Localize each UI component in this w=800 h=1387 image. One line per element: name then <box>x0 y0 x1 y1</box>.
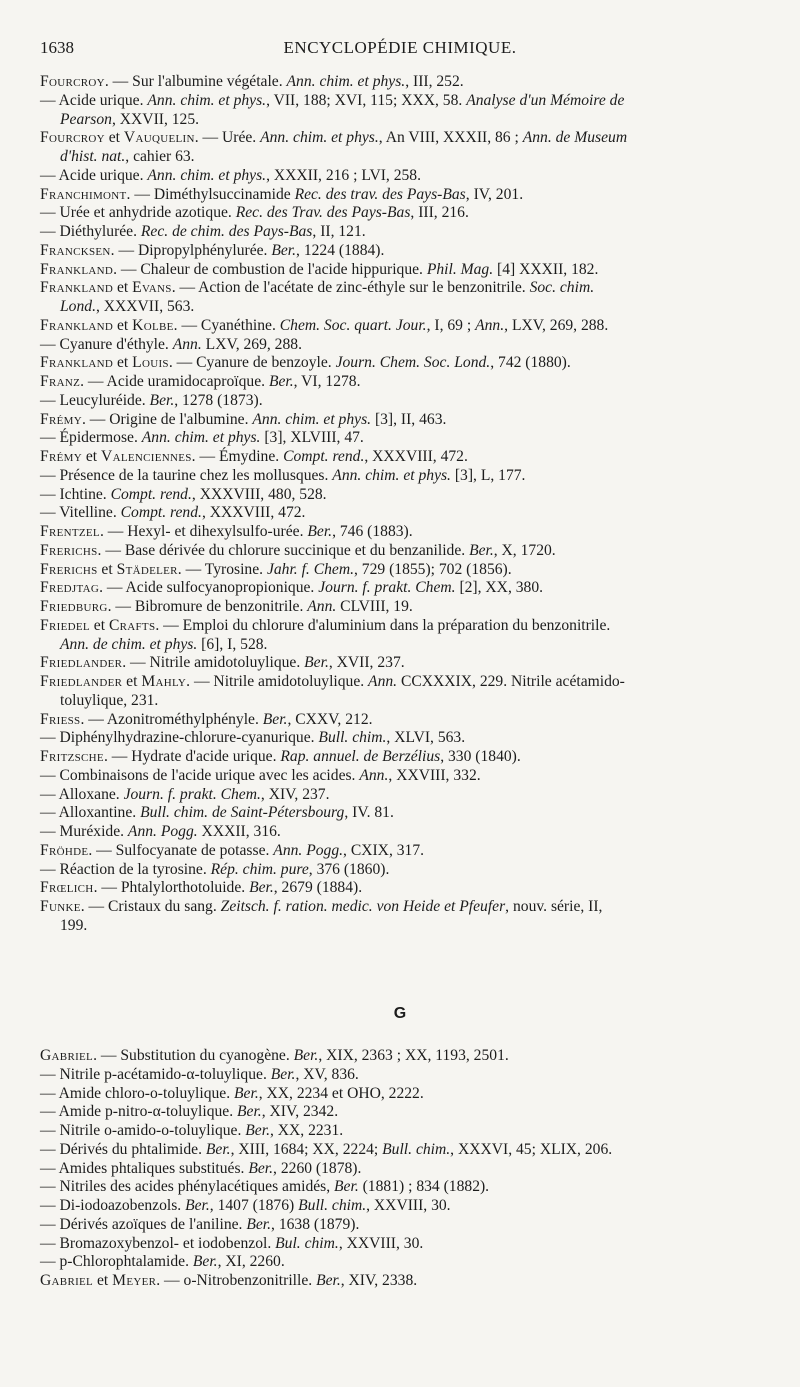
bibliography-entry <box>40 223 762 242</box>
bibliography-entry <box>40 373 762 392</box>
bibliography-entry <box>40 261 762 280</box>
bibliography-entry <box>40 767 762 786</box>
bibliography-entry <box>40 579 762 598</box>
entry-line: — Épidermose. Ann. chim. et phys. [3], XLVIII, 47. <box>40 429 364 447</box>
bibliography-entry <box>40 242 762 261</box>
bibliography-entry <box>40 786 762 805</box>
entry-line: — p-Chlorophtalamide. Ber., XI, 2260. <box>40 1253 285 1271</box>
entry-line: — Dérivés azoïques de l'aniline. Ber., 1638 (1879). <box>40 1215 360 1233</box>
entry-line: Fredjtag. — Acide sulfocyanopropionique. Journ. f. prakt. Chem. [2], XX, 380. <box>40 579 544 597</box>
bibliography-entry <box>40 654 762 673</box>
bibliography-entry <box>40 186 762 205</box>
entry-line: Frankland et Louis. — Cyanure de benzoyle. Journ. Chem. Soc. Lond., 742 (1880). <box>40 354 571 372</box>
entry-line: — Di-iodoazobenzols. Ber., 1407 (1876) Bull. chim., XXVIII, 30. <box>40 1197 451 1214</box>
entry-line: — Bromazoxybenzol- et iodobenzol. Bul. chim., XXVIII, 30. <box>40 1234 424 1252</box>
entry-line: Frankland et Kolbe. — Cyanéthine. Chem. Soc. quart. Jour., I, 69 ; Ann., LXV, 269, 288. <box>40 316 609 334</box>
bibliography-entry <box>40 1066 762 1085</box>
entry-line: Gabriel et Meyer. — o-Nitrobenzonitrille. Ber., XIV, 2338. <box>40 1272 418 1289</box>
entry-line: — Alloxane. Journ. f. prakt. Chem., XIV, 237. <box>40 785 330 803</box>
section-f-entries <box>40 73 762 936</box>
bibliography-entry <box>40 1141 762 1160</box>
bibliography-entry <box>40 1047 762 1066</box>
running-title: ENCYCLOPÉDIE CHIMIQUE. <box>283 38 517 57</box>
bibliography-entry <box>40 204 762 223</box>
bibliography-entry <box>40 1085 762 1104</box>
entry-line: — Muréxide. Ann. Pogg. XXXII, 316. <box>40 823 281 840</box>
bibliography-entry <box>40 167 762 186</box>
entry-line: Frentzel. — Hexyl- et dihexylsulfo-urée. Ber., 746 (1883). <box>40 523 413 540</box>
entry-line: Fröhde. — Sulfocyanate de potasse. Ann. Pogg., CXIX, 317. <box>40 841 425 859</box>
bibliography-entry <box>40 504 762 523</box>
entry-line: Francksen. — Dipropylphénylurée. Ber., 1224 (1884). <box>40 241 385 259</box>
bibliography-entry <box>40 673 762 711</box>
bibliography-entry <box>40 1197 762 1216</box>
entry-line: — Nitriles des acides phénylacétiques amidés, Ber. (1881) ; 834 (1882). <box>40 1178 490 1196</box>
bibliography-entry <box>40 542 762 561</box>
entry-line: — Amides phtaliques substitués. Ber., 2260 (1878). <box>40 1159 362 1177</box>
bibliography-entry <box>40 1253 762 1272</box>
bibliography-entry <box>40 1160 762 1179</box>
bibliography-entry <box>40 486 762 505</box>
entry-line: — Dérivés du phtalimide. Ber., XIII, 1684; XX, 2224; Bull. chim., XXXVI, 45; XLIX, 206. <box>40 1140 613 1158</box>
entry-line: Friedlander et Mahly. — Nitrile amidotoluylique. Ann. CCXXXIX, 229. Nitrile acétamido- <box>40 673 625 690</box>
entry-line: Fourcroy. — Sur l'albumine végétale. Ann. chim. et phys., III, 252. <box>40 73 464 90</box>
bibliography-entry <box>40 879 762 898</box>
entry-line: Funke. — Cristaux du sang. Zeitsch. f. ration. medic. von Heide et Pfeufer, nouv. série, II, <box>40 898 603 915</box>
page-number: 1638 <box>40 38 74 57</box>
entry-line: d'hist. nat., cahier 63. <box>60 148 195 165</box>
entry-line: Frankland et Evans. — Action de l'acétate de zinc-éthyle sur le benzonitrile. Soc. chim. <box>40 279 595 297</box>
bibliography-entry <box>40 1272 762 1291</box>
bibliography-entry <box>40 411 762 430</box>
entry-line: 199. <box>60 916 88 934</box>
entry-line: — Ichtine. Compt. rend., XXXVIII, 480, 528. <box>40 485 327 503</box>
bibliography-entry <box>40 842 762 861</box>
bibliography-entry <box>40 1178 762 1197</box>
entry-line: Fritzsche. — Hydrate d'acide urique. Rap. annuel. de Berzélius, 330 (1840). <box>40 748 521 765</box>
page-header <box>40 38 760 62</box>
bibliography-entry <box>40 523 762 542</box>
bibliography-entry <box>40 73 762 92</box>
bibliography-entry <box>40 429 762 448</box>
bibliography-entry <box>40 1216 762 1235</box>
entry-line: — Urée et anhydride azotique. Rec. des Trav. des Pays-Bas, III, 216. <box>40 204 469 222</box>
bibliography-entry <box>40 804 762 823</box>
entry-line: — Présence de la taurine chez les mollusques. Ann. chim. et phys. [3], L, 177. <box>40 466 526 484</box>
entry-line: Friedel et Crafts. — Emploi du chlorure d'aluminium dans la préparation du benzonitrile. <box>40 616 611 634</box>
entry-line: Frœlich. — Phtalylorthotoluide. Ber., 2679 (1884). <box>40 879 363 897</box>
entry-line: Friess. — Azonitrométhylphényle. Ber., CXXV, 212. <box>40 710 373 728</box>
entry-line: Friedlander. — Nitrile amidotoluylique. Ber., XVII, 237. <box>40 654 405 672</box>
entry-line: Gabriel. — Substitution du cyanogène. Ber., XIX, 2363 ; XX, 1193, 2501. <box>40 1047 509 1064</box>
entry-line: Frémy. — Origine de l'albumine. Ann. chim. et phys. [3], II, 463. <box>40 410 447 428</box>
entry-line: Franz. — Acide uramidocaproïque. Ber., VI, 1278. <box>40 373 361 390</box>
bibliography-entry <box>40 748 762 767</box>
bibliography-entry <box>40 354 762 373</box>
bibliography-entry <box>40 448 762 467</box>
bibliography-entry <box>40 898 762 936</box>
bibliography-entry <box>40 1122 762 1141</box>
bibliography-entry <box>40 317 762 336</box>
bibliography-entry <box>40 711 762 730</box>
entry-line: — Cyanure d'éthyle. Ann. LXV, 269, 288. <box>40 335 302 353</box>
entry-line: Friedburg. — Bibromure de benzonitrile. Ann. CLVIII, 19. <box>40 598 413 615</box>
entry-line: Frerichs. — Base dérivée du chlorure succinique et du benzanilide. Ber., X, 1720. <box>40 541 556 559</box>
bibliography-entry <box>40 561 762 580</box>
entry-line: — Nitrile o-amido-o-toluylique. Ber., XX, 2231. <box>40 1122 344 1139</box>
entry-line: Frerichs et Städeler. — Tyrosine. Jahr. f. Chem., 729 (1855); 702 (1856). <box>40 560 512 578</box>
entry-line: — Réaction de la tyrosine. Rép. chim. pure, 376 (1860). <box>40 860 390 878</box>
entry-line: — Amide p-nitro-α-toluylique. Ber., XIV, 2342. <box>40 1103 339 1121</box>
entry-line: — Diphénylhydrazine-chlorure-cyanurique. Bull. chim., XLVI, 563. <box>40 729 466 747</box>
entry-line: Franchimont. — Diméthylsuccinamide Rec. des trav. des Pays-Bas, IV, 201. <box>40 185 524 203</box>
entry-line: Fourcroy et Vauquelin. — Urée. Ann. chim. et phys., An VIII, XXXII, 86 ; Ann. de Museum <box>40 129 628 147</box>
entry-line: toluylique, 231. <box>60 691 159 709</box>
entry-line: — Diéthylurée. Rec. de chim. des Pays-Bas, II, 121. <box>40 223 366 240</box>
entry-line: — Acide urique. Ann. chim. et phys., VII, 188; XVI, 115; XXX, 58. Analyse d'un Mémoire de <box>40 91 625 109</box>
entry-line: Ann. de chim. et phys. [6], I, 528. <box>60 635 268 653</box>
bibliography-entry <box>40 279 762 317</box>
bibliography-entry <box>40 129 762 167</box>
section-letter: G <box>393 1005 407 1022</box>
bibliography-entry <box>40 1103 762 1122</box>
bibliography-entry <box>40 92 762 130</box>
entry-line: — Alloxantine. Bull. chim. de Saint-Pétersbourg, IV. 81. <box>40 804 394 822</box>
entry-line: — Nitrile p-acétamido-α-toluylique. Ber., XV, 836. <box>40 1065 359 1083</box>
bibliography-entry <box>40 467 762 486</box>
bibliography-entry <box>40 861 762 880</box>
entry-line: Frémy et Valenciennes. — Émydine. Compt. rend., XXXVIII, 472. <box>40 448 468 465</box>
bibliography-entry <box>40 729 762 748</box>
entry-line: — Acide urique. Ann. chim. et phys., XXXII, 216 ; LVI, 258. <box>40 166 421 184</box>
entry-line: Frankland. — Chaleur de combustion de l'acide hippurique. Phil. Mag. [4] XXXII, 182. <box>40 260 599 278</box>
entry-line: Pearson, XXVII, 125. <box>60 110 200 128</box>
bibliography-entry <box>40 598 762 617</box>
bibliography-entry <box>40 336 762 355</box>
bibliography-entry <box>40 823 762 842</box>
bibliography-entry <box>40 1235 762 1254</box>
entry-line: Lond., XXXVII, 563. <box>60 298 195 315</box>
entry-line: — Combinaisons de l'acide urique avec les acides. Ann., XXVIII, 332. <box>40 766 481 784</box>
entry-line: — Vitelline. Compt. rend., XXXVIII, 472. <box>40 504 306 522</box>
entry-line: — Leucyluréide. Ber., 1278 (1873). <box>40 391 263 409</box>
bibliography-entry <box>40 392 762 411</box>
bibliography-entry <box>40 617 762 655</box>
entry-line: — Amide chloro-o-toluylique. Ber., XX, 2234 et OHO, 2222. <box>40 1084 424 1102</box>
section-g-entries <box>40 1047 762 1291</box>
